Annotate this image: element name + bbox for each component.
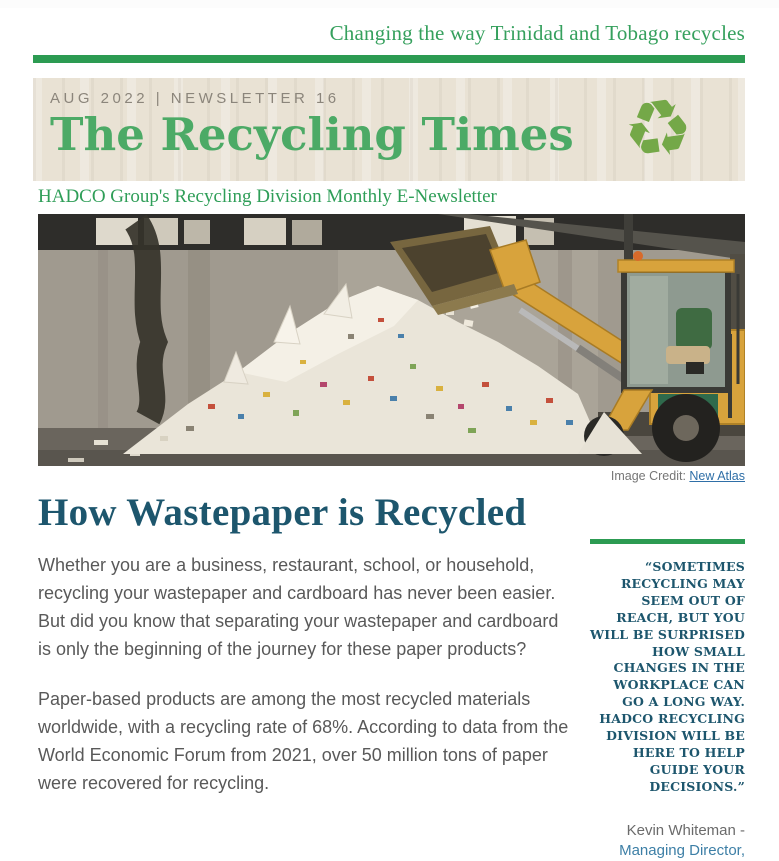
content-row: [38, 485, 745, 861]
quote-author-title: Managing Director,: [619, 841, 745, 859]
header-divider-bar: [33, 55, 745, 63]
recycle-icon: ♻: [617, 80, 699, 180]
article-paragraph: Paper-based products are among the most recycled materials worldwide, with a recycling rate of 68%. According to data from the World Economic Forum from 2021, over 50 million tons of paper were recovered for recycling.: [38, 689, 569, 793]
masthead: [33, 78, 745, 181]
image-credit-link[interactable]: New Atlas: [689, 469, 745, 483]
newsletter-subtitle: HADCO Group's Recycling Division Monthly E-Newsletter: [38, 186, 497, 207]
article-paragraph: Whether you are a business, restaurant, school, or household, recycling your wastepaper and cardboard has never been easier. But did you know that separating your wastepaper and cardboard is only the beginning of the journey for these paper products?: [38, 555, 559, 659]
image-credit-label: Image Credit:: [610, 469, 686, 483]
image-credit: [38, 469, 745, 483]
article-headline: How Wastepaper is Recycled: [38, 491, 527, 534]
pull-quote: “SOMETIMES RECYCLING MAY SEEM OUT OF REACH, BUT YOU WILL BE SURPRISED HOW SMALL CHANGES IN THE WORKPLACE CAN GO A LONG WAY. HADCO RECYCLING DIVISION WILL BE HERE TO HELP GUIDE YOUR DECISIONS.”: [590, 559, 746, 794]
newsletter-title: The Recycling Times: [50, 108, 574, 161]
wastepaper-photo: [38, 214, 745, 466]
quote-sidebar: [590, 485, 745, 861]
top-strip: [0, 0, 779, 8]
article-column: [38, 485, 570, 861]
quote-divider-bar: [590, 539, 745, 544]
quote-attribution: [590, 821, 745, 861]
quote-author-name: Kevin Whiteman -: [626, 821, 745, 839]
tagline: Changing the way Trinidad and Tobago recycles: [329, 21, 745, 45]
issue-kicker: AUG 2022 | NEWSLETTER 16: [50, 90, 340, 107]
